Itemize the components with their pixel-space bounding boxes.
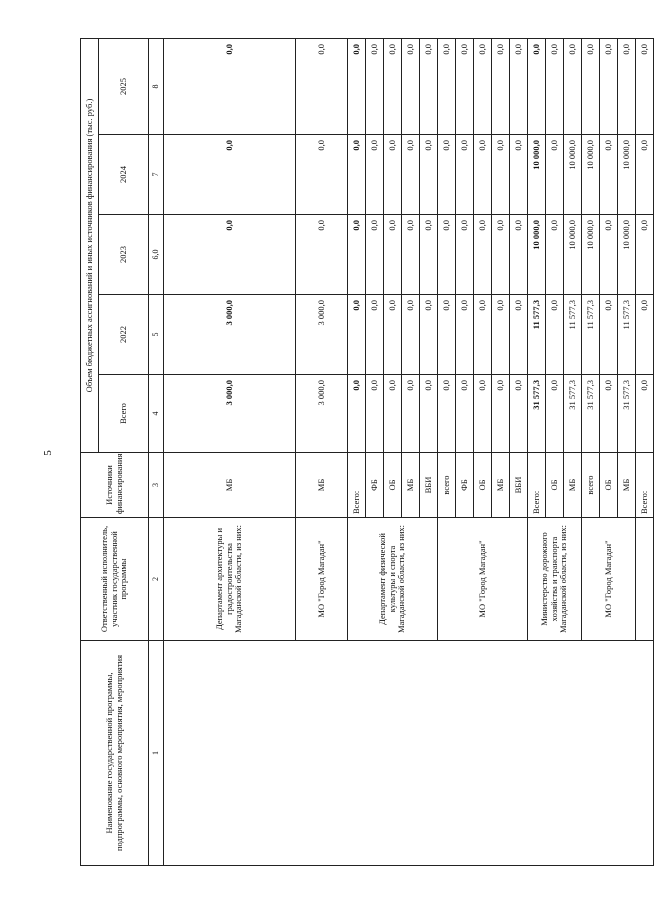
value-cell: 0,0: [366, 295, 384, 375]
value-cell: 0,0: [164, 135, 296, 215]
value-cell: 0,0: [438, 295, 456, 375]
source-cell: ОБ: [600, 453, 618, 518]
value-cell: 0,0: [384, 135, 402, 215]
value-cell: 0,0: [492, 295, 510, 375]
value-cell: 0,0: [456, 295, 474, 375]
source-cell: МБ: [164, 453, 296, 518]
value-cell: 10 000,0: [564, 135, 582, 215]
header-total: Всего: [99, 375, 149, 453]
value-cell: 0,0: [438, 215, 456, 295]
value-cell: 0,0: [510, 38, 528, 134]
index-cell: 7: [149, 135, 164, 215]
table-row: [164, 38, 296, 865]
value-cell: 0,0: [384, 38, 402, 134]
value-cell: 10 000,0: [618, 135, 636, 215]
value-cell: 0,0: [636, 295, 654, 375]
value-cell: 0,0: [402, 135, 420, 215]
value-cell: 10 000,0: [582, 215, 600, 295]
source-cell: МБ: [402, 453, 420, 518]
value-cell: 0,0: [546, 38, 564, 134]
value-cell: 31 577,3: [618, 375, 636, 453]
value-cell: 0,0: [348, 375, 366, 453]
header-funding-group: Объем бюджетных ассигнований и иных источников финансирования (тыс. руб.): [81, 38, 99, 452]
value-cell: 0,0: [600, 295, 618, 375]
header-executor: Ответственный исполнитель, участник государственной программы: [81, 518, 149, 641]
value-cell: 0,0: [456, 135, 474, 215]
index-cell: 4: [149, 375, 164, 453]
index-cell: 3: [149, 453, 164, 518]
source-cell: всего: [438, 453, 456, 518]
value-cell: 0,0: [636, 215, 654, 295]
value-cell: 0,0: [296, 135, 348, 215]
index-cell: 5: [149, 295, 164, 375]
source-cell: МБ: [492, 453, 510, 518]
value-cell: 10 000,0: [618, 215, 636, 295]
value-cell: 0,0: [582, 38, 600, 134]
source-cell: ФБ: [456, 453, 474, 518]
source-cell: ОБ: [474, 453, 492, 518]
value-cell: 3 000,0: [296, 375, 348, 453]
value-cell: 0,0: [438, 375, 456, 453]
value-cell: 0,0: [492, 135, 510, 215]
value-cell: 0,0: [456, 38, 474, 134]
index-cell: 8: [149, 38, 164, 134]
value-cell: 11 577,3: [582, 295, 600, 375]
value-cell: 0,0: [456, 215, 474, 295]
executor-cell: Департамент физической культуры и спорта Магаданской области, из них:: [348, 518, 438, 641]
value-cell: 0,0: [384, 295, 402, 375]
source-cell: ОБ: [384, 453, 402, 518]
header-2022: 2022: [99, 295, 149, 375]
value-cell: 0,0: [164, 215, 296, 295]
value-cell: 11 577,3: [564, 295, 582, 375]
value-cell: 0,0: [420, 38, 438, 134]
program-name-cell: [164, 641, 654, 866]
value-cell: 0,0: [402, 375, 420, 453]
value-cell: 0,0: [546, 295, 564, 375]
source-cell: ОБ: [546, 453, 564, 518]
value-cell: 10 000,0: [564, 215, 582, 295]
value-cell: 0,0: [600, 375, 618, 453]
value-cell: 0,0: [348, 215, 366, 295]
value-cell: 0,0: [366, 135, 384, 215]
header-2023: 2023: [99, 215, 149, 295]
value-cell: 31 577,3: [528, 375, 546, 453]
value-cell: 0,0: [510, 215, 528, 295]
source-cell: МБ: [618, 453, 636, 518]
value-cell: 0,0: [600, 38, 618, 134]
value-cell: 0,0: [366, 215, 384, 295]
value-cell: 0,0: [402, 295, 420, 375]
rotated-page: [80, 39, 649, 866]
source-cell: Всего:: [528, 453, 546, 518]
value-cell: 0,0: [474, 38, 492, 134]
value-cell: 0,0: [546, 375, 564, 453]
index-cell: 1: [149, 641, 164, 866]
value-cell: 31 577,3: [564, 375, 582, 453]
header-funding-source: Источники финансирования: [81, 453, 149, 518]
source-cell: всего: [582, 453, 600, 518]
value-cell: 10 000,0: [528, 215, 546, 295]
value-cell: 3 000,0: [164, 295, 296, 375]
value-cell: 0,0: [438, 135, 456, 215]
value-cell: 0,0: [474, 135, 492, 215]
value-cell: 3 000,0: [296, 295, 348, 375]
value-cell: 0,0: [546, 135, 564, 215]
value-cell: 0,0: [492, 38, 510, 134]
value-cell: 31 577,3: [582, 375, 600, 453]
value-cell: 3 000,0: [164, 375, 296, 453]
value-cell: 0,0: [456, 375, 474, 453]
value-cell: 0,0: [510, 295, 528, 375]
value-cell: 0,0: [474, 295, 492, 375]
value-cell: 0,0: [636, 135, 654, 215]
value-cell: 0,0: [492, 215, 510, 295]
value-cell: 0,0: [402, 38, 420, 134]
header-2025: 2025: [99, 38, 149, 134]
source-cell: ФБ: [366, 453, 384, 518]
value-cell: 0,0: [296, 215, 348, 295]
source-cell: Всего:: [636, 453, 654, 518]
value-cell: 0,0: [492, 375, 510, 453]
value-cell: 0,0: [474, 215, 492, 295]
executor-cell: [636, 518, 654, 641]
value-cell: 0,0: [600, 215, 618, 295]
value-cell: 0,0: [546, 215, 564, 295]
value-cell: 0,0: [420, 375, 438, 453]
source-cell: ВБИ: [510, 453, 528, 518]
value-cell: 0,0: [296, 38, 348, 134]
source-cell: МБ: [564, 453, 582, 518]
source-cell: Всего:: [348, 453, 366, 518]
source-cell: МБ: [296, 453, 348, 518]
value-cell: 0,0: [618, 38, 636, 134]
value-cell: 0,0: [348, 135, 366, 215]
value-cell: 0,0: [366, 38, 384, 134]
funding-table: [80, 38, 654, 866]
source-cell: ВБИ: [420, 453, 438, 518]
value-cell: 11 577,3: [528, 295, 546, 375]
page-number: 5: [42, 450, 54, 456]
value-cell: 0,0: [402, 215, 420, 295]
value-cell: 0,0: [348, 38, 366, 134]
value-cell: 0,0: [420, 135, 438, 215]
value-cell: 0,0: [366, 375, 384, 453]
value-cell: 0,0: [384, 375, 402, 453]
executor-cell: МО "Город Магадан": [582, 518, 636, 641]
value-cell: 0,0: [348, 295, 366, 375]
value-cell: 10 000,0: [528, 135, 546, 215]
value-cell: 0,0: [438, 38, 456, 134]
value-cell: 0,0: [510, 135, 528, 215]
value-cell: 0,0: [636, 38, 654, 134]
value-cell: 0,0: [384, 215, 402, 295]
executor-cell: Министерство дорожного хозяйства и транспорта Магаданской области, из них:: [528, 518, 582, 641]
header-2024: 2024: [99, 135, 149, 215]
value-cell: 0,0: [510, 375, 528, 453]
value-cell: 0,0: [420, 295, 438, 375]
value-cell: 0,0: [600, 135, 618, 215]
index-cell: 6,0: [149, 215, 164, 295]
value-cell: 10 000,0: [582, 135, 600, 215]
index-row: [149, 38, 164, 865]
executor-cell: МО "Город Магадан": [438, 518, 528, 641]
header-program-name: Наименование государственной программы, подпрограммы, основного мероприятия, мероприятия: [81, 641, 149, 866]
value-cell: 0,0: [474, 375, 492, 453]
value-cell: 11 577,3: [618, 295, 636, 375]
value-cell: 0,0: [528, 38, 546, 134]
value-cell: 0,0: [420, 215, 438, 295]
value-cell: 0,0: [636, 375, 654, 453]
executor-cell: Департамент архитектуры и градостроительства Магаданской области, из них:: [164, 518, 296, 641]
index-cell: 2: [149, 518, 164, 641]
executor-cell: МО "Город Магадан": [296, 518, 348, 641]
value-cell: 0,0: [164, 38, 296, 134]
value-cell: 0,0: [564, 38, 582, 134]
